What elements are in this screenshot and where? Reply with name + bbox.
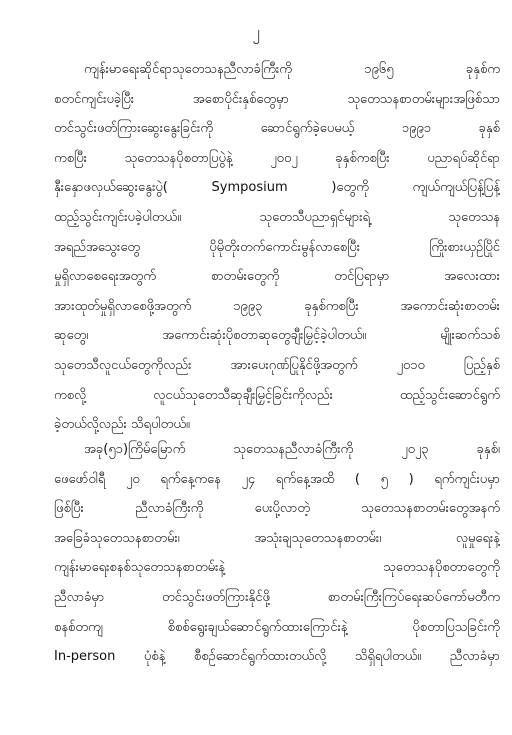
text-line: မှုရှိလာစေရေးအတွက် စာတမ်းတွေကို တင်ပြရာမှာ အလေးထား [54, 269, 500, 285]
text-line: စတင်ကျင်းပခဲ့ပြီး အစောပိုင်းနှစ်တွေမှာ သုတေသနစာတမ်းများအဖြစ်သာ [54, 91, 500, 107]
text-line: ကျန်းမာရေးဆိုင်ရာသုတေသနညီလာခံကြီးကို ၁၉၆၅ ခုနှစ်က [84, 62, 500, 77]
text-line: အခြေခံသုတေသနစာတမ်း၊ အသုံးချသုတေသနစာတမ်း၊ လူမှုရေးနဲ့ [54, 530, 500, 546]
text-line: ဖေဖော်ဝါရီ ၂၀ ရက်နေ့ကနေ ၂၄ ရက်နေ့အထိ ( ၅ ) ရက်ကျင်းပမှာ [54, 471, 500, 487]
text-line: ခဲ့တယ်လို့လည်း သိရပါတယ်။ [54, 417, 190, 433]
text-line: စနစ်တကျ စိစစ်ရွေးချယ်ဆောင်ရွက်ထားကြောင်းနဲ့ ပိုစတာပြသခြင်းကို [54, 619, 500, 635]
page-number: ၂ [252, 23, 260, 41]
text-line: နှီးနှောဖလှယ်ဆွေးနွေးပွဲ( Symposium )တွေကို ကျယ်ကျယ်ပြန့်ပြန့် [54, 180, 500, 196]
text-line: ဆုတွေ၊ အကောင်းဆုံးပိုစတာဆုတွေချီးမြှင့်ခဲ့ပါတယ်။ မျိုးဆက်သစ် [54, 328, 500, 344]
text-line: In-person ပုံစံနဲ့ စီစဉ်ဆောင်ရွက်ထားတယ်လို့ သိရှိရပါတယ်။ ညီလာခံမှာ [54, 649, 500, 665]
text-line: ကစပြီး သုတေသနပိုစတာပြပွဲနဲ့ ၂၀၀၂ ခုနှစ်ကစပြီး ပညာရပ်ဆိုင်ရာ [54, 150, 500, 166]
text-line: ကျန်းမာရေးစနစ်သုတေသနစာတမ်းနဲ့ သုတေသနပိုစတာတွေကို [54, 560, 500, 576]
text-line: ညီလာခံမှာ တင်သွင်းဖတ်ကြားနိုင်ဖို့ စာတမ်းကြီးကြပ်ရေးဆပ်ကော်မတီက [54, 590, 500, 605]
text-line: သုတေသီလူငယ်တွေကိုလည်း အားပေးဂုဏ်ပြုနိုင်ဖို့အတွက် ၂၀၁၀ ပြည့်နှစ် [54, 358, 500, 373]
text-line: အခု(၅၁)ကြိမ်မြောက် သုတေသနညီလာခံကြီးကို ၂၀၂၃ ခုနှစ်၊ [84, 442, 500, 457]
text-line: အရည်အသွေးတွေ ပိုမိုတိုးတက်ကောင်းမွန်လာစေပြီး ကြိုးစားယှဉ်ပြိုင် [54, 239, 500, 255]
text-line: ထည့်သွင်းကျင်းပခဲ့ပါတယ်။ သုတေသီပညာရှင်များရဲ့ သုတေသန [54, 210, 500, 225]
text-line: ကစလို့ လူငယ်သုတေသီဆုချီးမြှင့်ခြင်းကိုလည်း ထည့်သွင်းဆောင်ရွက် [54, 387, 500, 403]
text-line: အားထုတ်မှုရှိလာစေဖို့အတွက် ၁၉၉၃ ခုနှစ်ကစပြီး အကောင်းဆုံးစာတမ်း [54, 298, 500, 314]
text-line: ဖြစ်ပြီး ညီလာခံကြီးကို ပေးပို့လာတဲ့ သုတေသနစာတမ်းတွေအနက် [54, 501, 500, 517]
text-line: တင်သွင်းဖတ်ကြားဆွေးနွေးခြင်းကို ဆောင်ရွက်ခဲ့ပေမယ့် ၁၉၉၁ ခုနှစ် [54, 121, 500, 137]
